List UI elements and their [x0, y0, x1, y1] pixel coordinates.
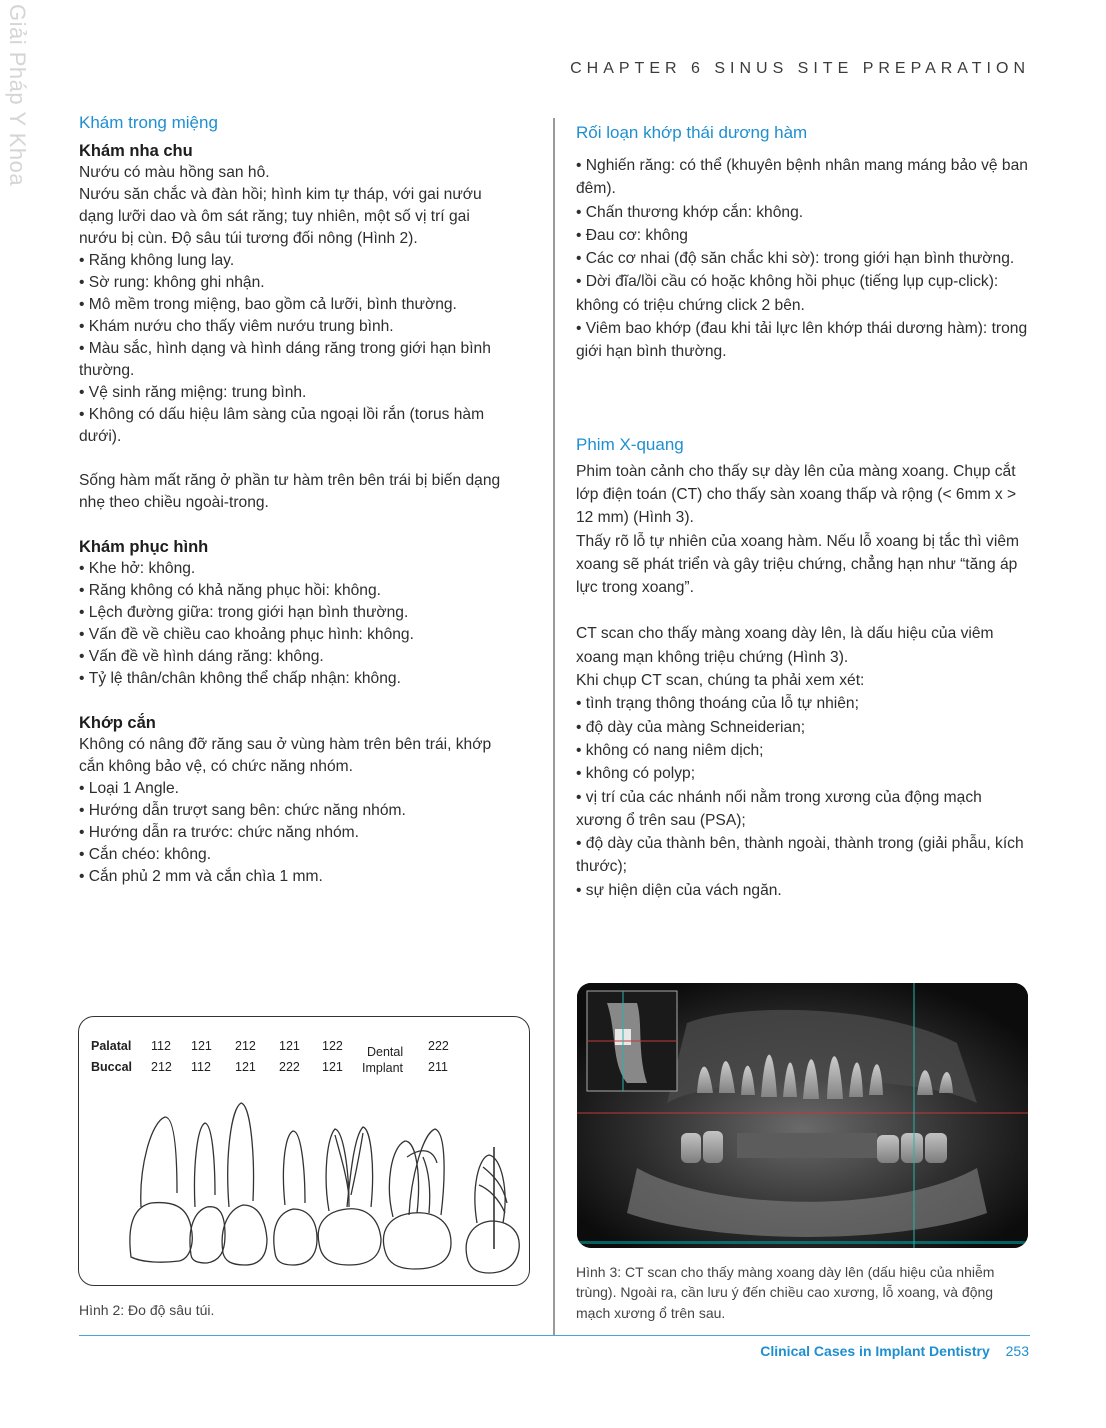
heading-prosthetic-exam: Khám phục hình [79, 538, 209, 556]
left-column [79, 112, 509, 888]
list-item: • Khe hở: không. [79, 558, 509, 580]
occlusion-list [79, 778, 509, 888]
tmj-list [576, 154, 1030, 364]
heading-occlusion: Khớp cắn [79, 714, 156, 732]
paragraph: Không có nâng đỡ răng sau ở vùng hàm trên bên trái, khớp cắn không bảo vệ, có chức năng nhóm. [79, 736, 492, 775]
palatal-value: 212 [235, 1039, 256, 1053]
paragraph: Phim toàn cảnh cho thấy sự dày lên của màng xoang. Chụp cắt lớp điện toán (CT) cho thấy sàn xoang thấp và rộng (< 6mm x > 12 mm) (Hình 3). [576, 462, 1017, 527]
list-item: • Hướng dẫn trượt sang bên: chức năng nhóm. [79, 800, 509, 822]
buccal-value: 211 [428, 1060, 448, 1074]
paragraph: Sống hàm mất răng ở phần tư hàm trên bên trái bị biến dạng nhẹ theo chiều ngoài-trong. [79, 472, 501, 511]
page-number: 253 [1005, 1343, 1029, 1359]
ct-scan-image [577, 983, 1028, 1248]
list-item: • Răng không lung lay. [79, 250, 509, 272]
periodontal-chart-figure [78, 1016, 530, 1286]
list-item: • độ dày của thành bên, thành ngoài, thành trong (giải phẫu, kích thước); [576, 832, 1030, 879]
list-item: • Loại 1 Angle. [79, 778, 509, 800]
palatal-value: 112 [151, 1039, 171, 1053]
teeth-drawing [79, 1017, 530, 1286]
book-title: Clinical Cases in Implant Dentistry [760, 1343, 990, 1359]
section-title-xray: Phim X-quang [576, 434, 684, 454]
list-item: • Hướng dẫn ra trước: chức năng nhóm. [79, 822, 509, 844]
buccal-value: 212 [151, 1060, 172, 1074]
palatal-value: 121 [279, 1039, 300, 1053]
column-divider [553, 118, 555, 1336]
dental-exam-list [79, 250, 509, 448]
list-item: • Răng không có khả năng phục hồi: không. [79, 580, 509, 602]
paragraph: Nướu săn chắc và đàn hồi; hình kim tự tháp, với gai nướu dạng lưỡi dao và ôm sát răng; tuy nhiên, một số vị trí gai nướu bị cùn. Độ sâu túi tương đối nông (Hình 2). [79, 186, 482, 247]
watermark: Giải Pháp Y Khoa [5, 4, 30, 187]
chapter-header: CHAPTER 6 SINUS SITE PREPARATION [570, 60, 1030, 77]
list-item: • Cắn chéo: không. [79, 844, 509, 866]
list-item: • Tỷ lệ thân/chân không thể chấp nhận: không. [79, 668, 509, 690]
list-item: • tình trạng thông thoáng của lỗ tự nhiên; [576, 692, 1030, 715]
palatal-value: 121 [191, 1039, 212, 1053]
list-item: • Lệch đường giữa: trong giới hạn bình thường. [79, 602, 509, 624]
paragraph: Thấy rõ lỗ tự nhiên của xoang hàm. Nếu lỗ xoang bị tắc thì viêm xoang sẽ phát triển và gây triệu chứng, chẳng hạn như “tăng áp lực trong xoang”. [576, 532, 1019, 597]
list-item: • Nghiến răng: có thể (khuyên bệnh nhân mang máng bảo vệ ban đêm). [576, 154, 1030, 201]
list-item: • Vấn đề về chiều cao khoảng phục hình: không. [79, 624, 509, 646]
list-item: • Cắn phủ 2 mm và cắn chìa 1 mm. [79, 866, 509, 888]
implant-label: Dental [367, 1045, 404, 1059]
buccal-value: 121 [322, 1060, 343, 1074]
list-item: • Đau cơ: không [576, 224, 1030, 247]
buccal-label: Buccal [91, 1060, 132, 1074]
list-item: • Không có dấu hiệu lâm sàng của ngoại lồi rắn (torus hàm dưới). [79, 404, 509, 448]
right-column [576, 122, 1030, 902]
buccal-value: 112 [191, 1060, 211, 1074]
palatal-value: 122 [322, 1039, 343, 1053]
palatal-value: 222 [428, 1039, 449, 1053]
list-item: • Khám nướu cho thấy viêm nướu trung bình. [79, 316, 509, 338]
footer-rule [79, 1335, 1030, 1336]
buccal-value: 121 [235, 1060, 256, 1074]
list-item: • không có polyp; [576, 762, 1030, 785]
heading-dental-exam: Khám nha chu [79, 142, 193, 160]
ct-scan-drawing [577, 983, 1028, 1248]
list-item: • Vấn đề về hình dáng răng: không. [79, 646, 509, 668]
page-footer [760, 1343, 1029, 1359]
list-item: • Dời đĩa/lồi cầu có hoặc không hồi phục (tiếng lụp cụp-click): không có triệu chứng click 2 bên. [576, 270, 1030, 317]
list-item: • Các cơ nhai (độ săn chắc khi sờ): trong giới hạn bình thường. [576, 247, 1030, 270]
implant-label: Implant [362, 1061, 403, 1075]
list-item: • không có nang niêm dịch; [576, 739, 1030, 762]
buccal-value: 222 [279, 1060, 300, 1074]
list-item: • vị trí của các nhánh nối nằm trong xương của động mạch xương ổ trên sau (PSA); [576, 786, 1030, 833]
list-item: • Màu sắc, hình dạng và hình dáng răng trong giới hạn bình thường. [79, 338, 509, 382]
paragraph: Khi chụp CT scan, chúng ta phải xem xét: [576, 672, 865, 690]
paragraph: CT scan cho thấy màng xoang dày lên, là dấu hiệu của viêm xoang mạn không triệu chứng (Hình 3). [576, 625, 994, 666]
list-item: • Chấn thương khớp cắn: không. [576, 201, 1030, 224]
figure2-caption: Hình 2: Đo độ sâu túi. [79, 1302, 215, 1318]
ct-considerations-list [576, 692, 1030, 902]
list-item: • sự hiện diện của vách ngăn. [576, 879, 1030, 902]
paragraph: Nướu có màu hồng san hô. [79, 164, 270, 181]
palatal-label: Palatal [91, 1039, 132, 1053]
list-item: • độ dày của màng Schneiderian; [576, 716, 1030, 739]
section-title-tmj: Rối loạn khớp thái dương hàm [576, 123, 808, 142]
prosthetic-exam-list [79, 558, 509, 690]
section-title-intraoral: Khám trong miệng [79, 113, 218, 132]
list-item: • Mô mềm trong miệng, bao gồm cả lưỡi, bình thường. [79, 294, 509, 316]
list-item: • Sờ rung: không ghi nhận. [79, 272, 509, 294]
list-item: • Vệ sinh răng miệng: trung bình. [79, 382, 509, 404]
figure3-caption: Hình 3: CT scan cho thấy màng xoang dày lên (dấu hiệu của nhiễm trùng). Ngoài ra, cần lưu ý đến chiều cao xương, lỗ xoang, và động mạch xương ổ trên sau. [576, 1264, 995, 1321]
list-item: • Viêm bao khớp (đau khi tải lực lên khớp thái dương hàm): trong giới hạn bình thường. [576, 317, 1030, 364]
